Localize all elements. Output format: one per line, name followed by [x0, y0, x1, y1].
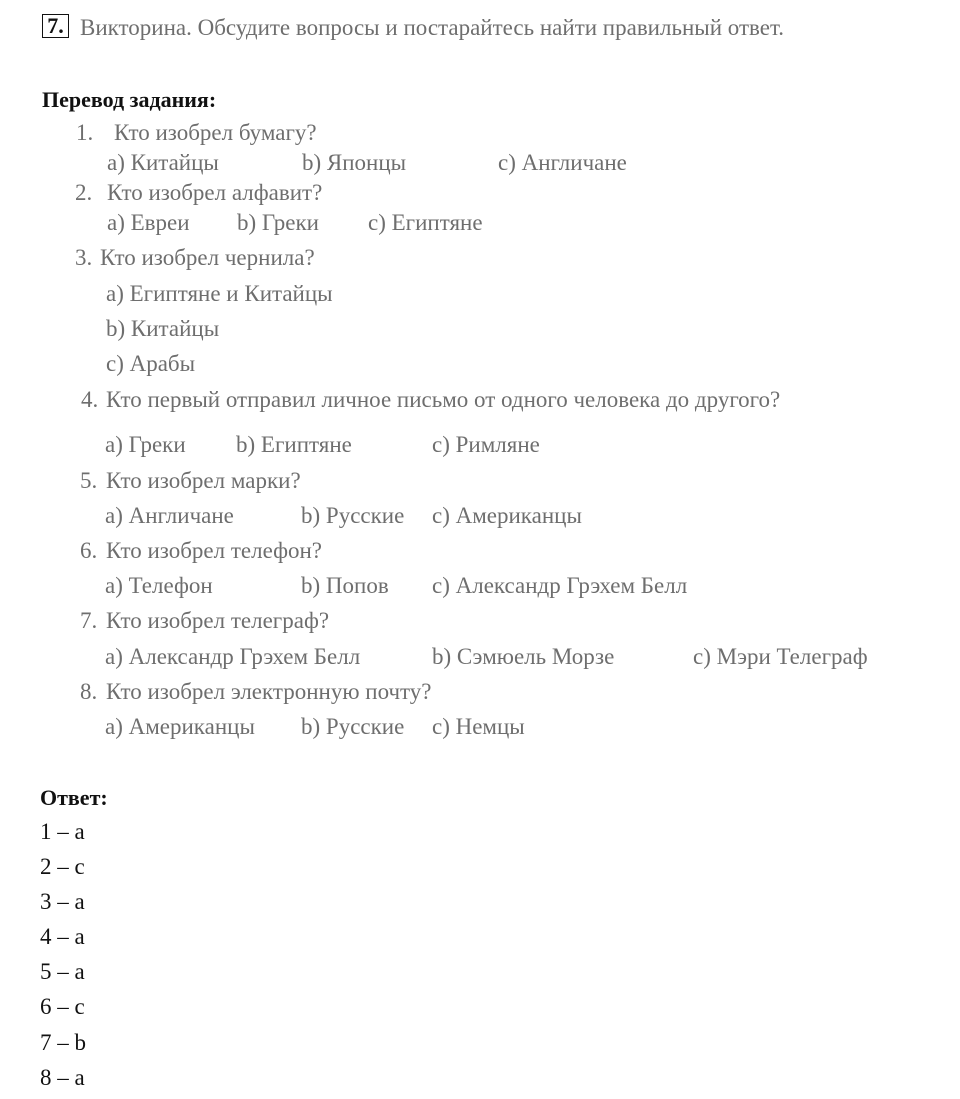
answer-line-5: 5 – a	[40, 959, 85, 984]
question-1-option-b: b) Японцы	[302, 150, 407, 175]
question-8-option-a: a) Американцы	[105, 714, 255, 739]
question-1-option-a: a) Китайцы	[107, 150, 219, 175]
question-4-option-a: a) Греки	[105, 432, 186, 457]
question-4-option-c: c) Римляне	[432, 432, 540, 457]
question-6-option-b: b) Попов	[301, 573, 389, 598]
question-3-option-c: c) Арабы	[106, 351, 196, 376]
question-6-option-c: c) Александр Грэхем Белл	[432, 573, 688, 598]
question-7-text: Кто изобрел телеграф?	[106, 608, 330, 633]
question-2-option-a: a) Евреи	[107, 210, 190, 235]
question-5-text: Кто изобрел марки?	[106, 468, 301, 493]
question-6-text: Кто изобрел телефон?	[106, 538, 323, 563]
question-8-option-c: c) Немцы	[432, 714, 525, 739]
question-1-option-c: c) Англичане	[498, 150, 627, 175]
question-2-number: 2.	[75, 180, 93, 205]
answer-heading: Ответ:	[40, 785, 108, 810]
question-6-option-a: a) Телефон	[105, 573, 213, 598]
answer-line-4: 4 – a	[40, 924, 85, 949]
question-5-option-c: c) Американцы	[432, 503, 582, 528]
question-1-text: Кто изобрел бумагу?	[114, 120, 317, 145]
question-3-number: 3.	[75, 245, 93, 270]
question-2-text: Кто изобрел алфавит?	[107, 180, 323, 205]
question-8-option-b: b) Русские	[301, 714, 405, 739]
question-7-number: 7.	[80, 608, 98, 633]
question-2-option-b: b) Греки	[237, 210, 319, 235]
question-4-option-b: b) Египтяне	[236, 432, 352, 457]
question-5-number: 5.	[80, 468, 98, 493]
question-4-text: Кто первый отправил личное письмо от одного человека до другого?	[106, 387, 781, 412]
question-7-option-c: c) Мэри Телеграф	[693, 644, 868, 669]
question-2-option-c: c) Египтяне	[368, 210, 483, 235]
question-3-text: Кто изобрел чернила?	[100, 245, 315, 270]
answer-line-2: 2 – c	[40, 854, 85, 879]
question-5-option-a: a) Англичане	[105, 503, 234, 528]
task-text: Викторина. Обсудите вопросы и постарайтесь найти правильный ответ.	[80, 15, 785, 40]
answer-line-8: 8 – a	[40, 1065, 85, 1090]
question-8-text: Кто изобрел электронную почту?	[106, 679, 432, 704]
answer-line-3: 3 – a	[40, 889, 85, 914]
answer-line-7: 7 – b	[40, 1030, 86, 1055]
question-3-option-b: b) Китайцы	[106, 316, 220, 341]
question-3-option-a: a) Египтяне и Китайцы	[106, 281, 333, 306]
task-number: 7.	[42, 14, 69, 38]
translation-heading: Перевод задания:	[42, 87, 217, 112]
question-1-number: 1.	[76, 120, 94, 145]
question-8-number: 8.	[80, 679, 98, 704]
answer-line-1: 1 – a	[40, 819, 85, 844]
question-4-number: 4.	[81, 387, 99, 412]
question-5-option-b: b) Русские	[301, 503, 405, 528]
question-7-option-a: a) Александр Грэхем Белл	[105, 644, 361, 669]
question-7-option-b: b) Сэмюель Морзе	[432, 644, 615, 669]
question-6-number: 6.	[80, 538, 98, 563]
answer-line-6: 6 – c	[40, 994, 85, 1019]
